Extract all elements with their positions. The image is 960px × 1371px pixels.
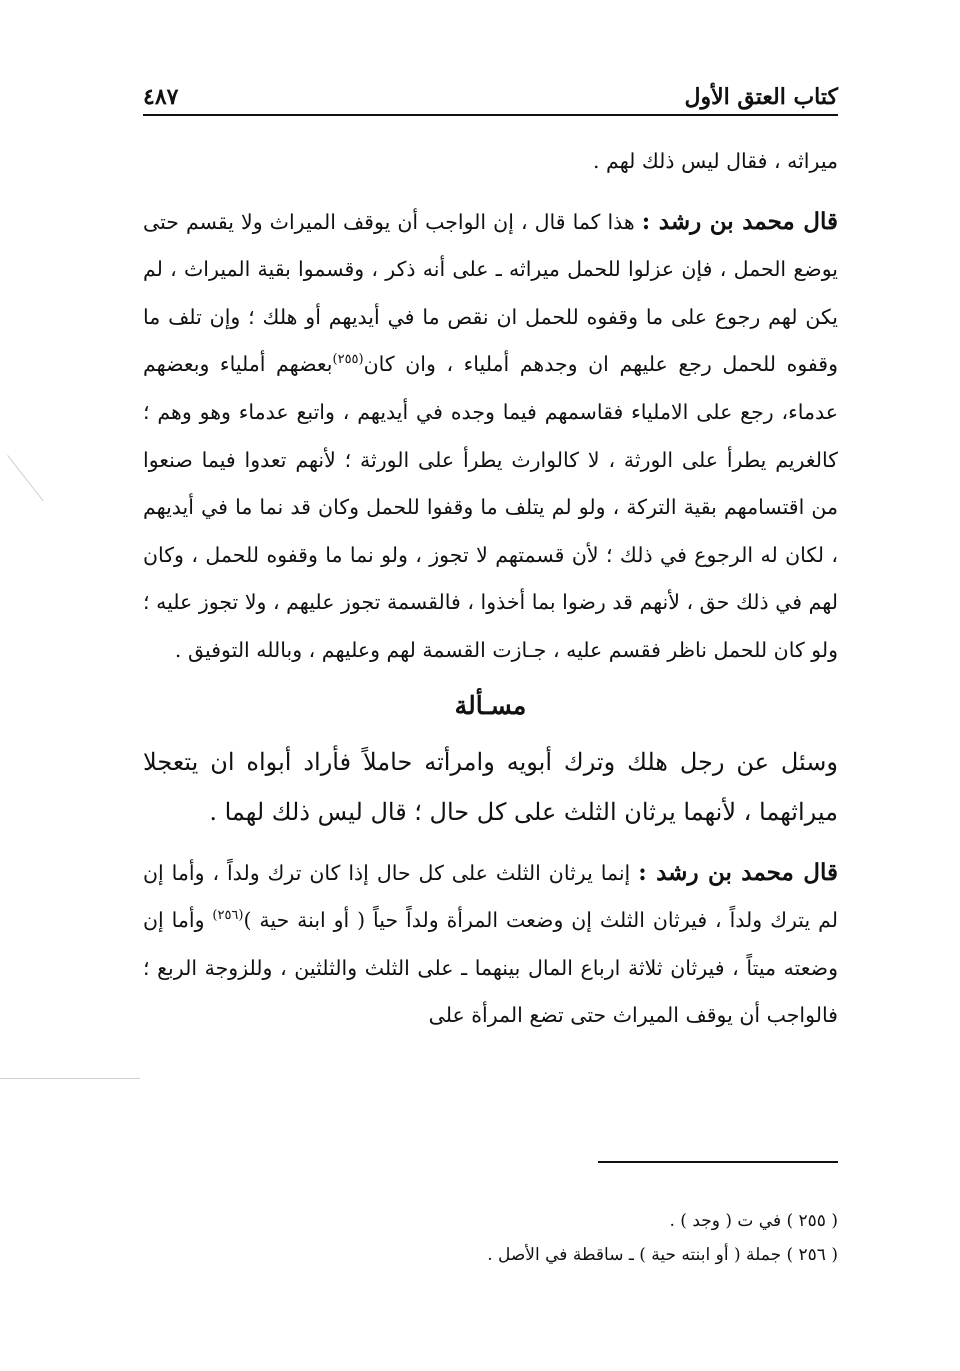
footnote-ref-256: (٢٥٦) xyxy=(212,908,244,924)
question-paragraph: وسئل عن رجل هلك وترك أبويه وامرأته حاملاً فأراد أبواه ان يتعجلا ميراثهما ، لأنهما يرثان الثلث على كل حال ؛ قال ليس ذلك لهما . xyxy=(143,747,839,826)
scan-artifact xyxy=(7,455,43,501)
footnotes xyxy=(143,1204,838,1272)
running-header xyxy=(143,80,838,114)
commentary-paragraph: قال محمد بن رشد : هذا كما قال ، إن الواجب أن يوقف الميراث ولا يقسم حتى يوضع الحمل ، فإن عزلوا للحمل ميراثه ـ على أنه ذكر ، وقسموا بقية الميراث ، لم يكن لهم رجوع على ما وقفوه للحمل ان نقص ما في أيديهم أو هلك ؛ وإن تلف ما وقفوه للحمل رجع عليهم ان وجدهم أملياء ، وان كان$^{(٢٥٥)}$بعضهم أملياء وبعضهم عدماء، رجع على الامليا‌ء فقاسمهم فيما وجده في أيديهم ، واتبع عدماء وهو وهم ؛ كالغريم يطرأ على الورثة ، لا كالوارث يطرأ على الورثة ؛ لأنهم تعدوا فيما صنعوا من اقتسامهم بقية التركة ، ولو لم يتلف ما وقفوا للحمل وكان قد نما ما في أيديهم ، لكان له الرجوع في ذلك ؛ لأن قسمتهم لا تجوز ، ولو نما ما وقفوه للحمل ، وكان لهم في ذلك حق ، لأنهم قد رضوا بما أخذوا ، فالقسمة تجوز عليهم ، ولا تجوز عليه ؛ ولو كان للحمل ناظر فقسم عليه ، جـازت القسمة لهم وعليهم ، وبالله التوفيق . xyxy=(143,207,838,662)
commentary-lead-2: قال محمد بن رشد : xyxy=(638,858,838,886)
chapter-title: كتاب العتق الأول xyxy=(684,84,838,110)
footnote-256: ( ٢٥٦ ) جملة ( أو ابنته حية ) ـ ساقطة في الأصل . xyxy=(487,1245,838,1265)
section-heading: مسـألة xyxy=(454,690,527,720)
footnote-255: ( ٢٥٥ ) في ت ( وجد ) . xyxy=(669,1211,838,1231)
footnote-rule xyxy=(598,1161,838,1163)
footnote-ref-255: (٢٥٥) xyxy=(332,352,364,368)
book-page xyxy=(143,0,838,1371)
commentary-paragraph-2: قال محمد بن رشد : إنما يرثان الثلث على كل حال إذا كان ترك ولداً ، وأما إن لم يترك ولداً ، فيرثان الثلث إن وضعت المرأة ولداً حياً ( أو ابنة حية )$^{(٢٥٦)}$ وأما إن وضعته ميتاً ، فيرثان ثلاثة اربا‌ع المال بينهما ـ على الثلث والثلثين ، وللزوجة الربع ؛ فالواجب أن يوقف الميراث حتى تضع المرأة على xyxy=(143,858,838,1028)
main-text xyxy=(143,138,838,1040)
scan-artifact xyxy=(0,1078,140,1079)
page-number: ٤٨٧ xyxy=(143,84,179,110)
header-rule xyxy=(143,114,838,116)
paragraph-continuation: ميراثه ، فقال ليس ذلك لهم . xyxy=(593,149,838,173)
commentary-lead: قال محمد بن رشد : xyxy=(641,207,838,235)
